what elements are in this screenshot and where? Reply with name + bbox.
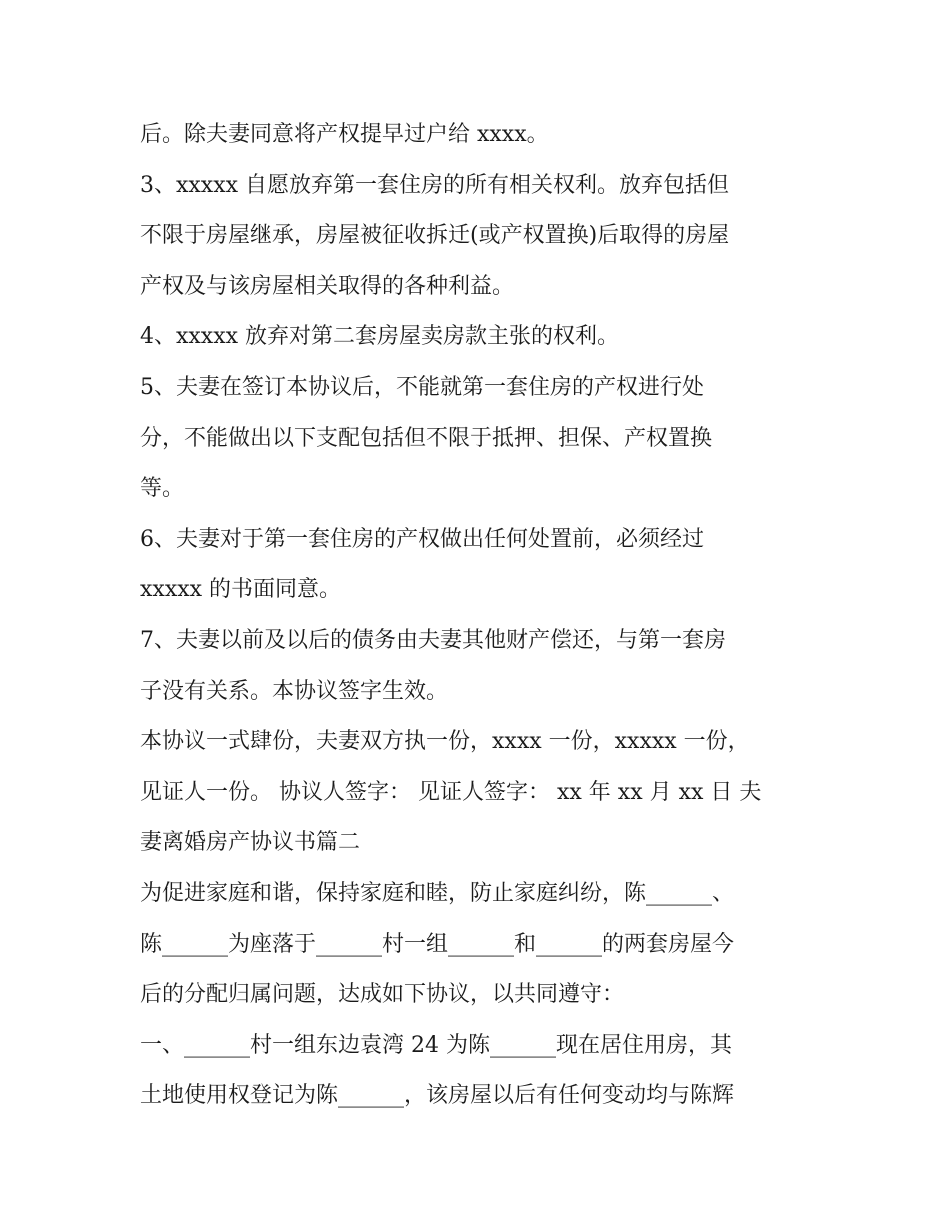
text-line: 本协议一式肆份，夫妻双方执一份，xxxx 一份，xxxxx 一份， — [140, 729, 750, 755]
text-line: 5、夫妻在签订本协议后，不能就第一套住房的产权进行处 — [140, 374, 704, 400]
text-line: 土地使用权登记为陈______，该房屋以后有任何变动均与陈辉 — [140, 1083, 735, 1109]
text-line: 陈______为座落于______村一组______和______的两套房屋今 — [140, 931, 735, 957]
text-line: 一、______村一组东边袁湾 24 为陈______现在居住用房，其 — [140, 1032, 732, 1058]
text-line: xxxxx 的书面同意。 — [140, 577, 342, 603]
text-line: 不限于房屋继承，房屋被征收拆迁(或产权置换)后取得的房屋 — [140, 223, 730, 249]
text-line: 子没有关系。本协议签字生效。 — [140, 678, 449, 704]
text-line: 7、夫妻以前及以后的债务由夫妻其他财产偿还，与第一套房 — [140, 627, 726, 653]
text-line: 分，不能做出以下支配包括但不限于抵押、担保、产权置换 — [140, 425, 713, 451]
text-line: 4、xxxxx 放弃对第二套房屋卖房款主张的权利。 — [140, 324, 620, 350]
text-line: 产权及与该房屋相关取得的各种利益。 — [140, 273, 515, 299]
text-line: 见证人一份。 协议人签字： 见证人签字： xx 年 xx 月 xx 日 夫 — [140, 779, 762, 805]
section-title: 妻离婚房产协议书篇二 — [140, 830, 361, 856]
text-line: 等。 — [140, 476, 185, 502]
text-line: 3、xxxxx 自愿放弃第一套住房的所有相关权利。放弃包括但 — [140, 172, 730, 198]
text-line: 6、夫妻对于第一套住房的产权做出任何处置前，必须经过 — [140, 526, 704, 552]
text-line: 为促进家庭和谐，保持家庭和睦，防止家庭纠纷，陈______、 — [140, 880, 735, 906]
text-line: 后的分配归属问题，达成如下协议，以共同遵守： — [140, 982, 625, 1008]
text-line: 后。除夫妻同意将产权提早过户给 xxxx。 — [140, 122, 549, 147]
document-body — [140, 110, 820, 1122]
